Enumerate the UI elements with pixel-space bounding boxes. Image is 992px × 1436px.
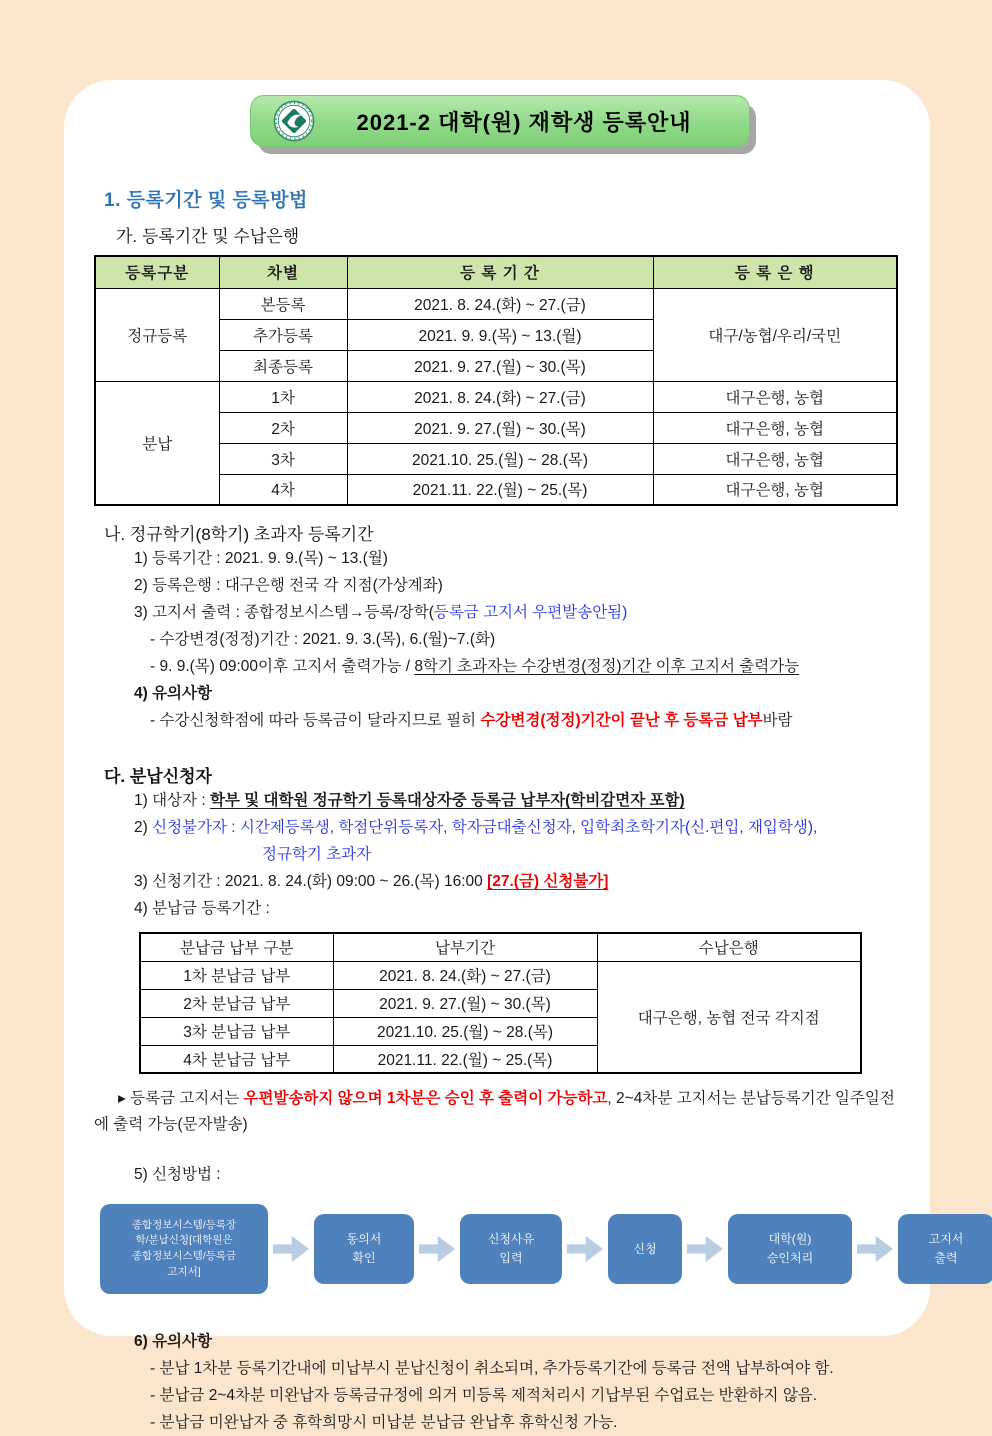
- list-subitem: - 분납 1차분 등록기간내에 미납부시 분납신청이 취소되며, 추가등록기간에 등록금 전액 납부하여야 함.: [150, 1360, 834, 1377]
- text-segment: 3) 고지서 출력 : 종합정보시스템→등록/장학(: [134, 604, 434, 621]
- flow-step-line: 종합정보시스템/등록금: [131, 1250, 237, 1262]
- section-1-heading: 1. 등록기간 및 등록방법: [104, 190, 308, 211]
- section-1b-heading: 나. 정규학기(8학기) 초과자 등록기간: [104, 525, 374, 544]
- period-cell: 2021. 9. 9.(목) ~ 13.(월): [347, 319, 653, 350]
- underline-bold-segment: 학부 및 대학원 정규학기 등록대상자중 등록금 납부자(학비감면자 포함): [209, 792, 685, 809]
- flow-step-apply: [608, 1214, 682, 1284]
- application-flowchart: [100, 1204, 964, 1294]
- flow-step-line: 확인: [352, 1251, 376, 1265]
- list-item-continuation: 정규학기 초과자: [262, 846, 372, 863]
- flow-step-approval: [728, 1214, 852, 1284]
- triangle-bullet-icon: ▸: [118, 1090, 131, 1107]
- arrow-right-icon: [273, 1236, 309, 1262]
- text-segment: 3) 신청기간 : 2021. 8. 24.(화) 09:00 ~ 26.(목) 16:00: [134, 873, 488, 890]
- text-segment: 2): [134, 819, 153, 836]
- flow-step-line: 동의서: [346, 1232, 382, 1247]
- list-item: 4) 유의사항: [134, 685, 212, 702]
- table-header-row: [140, 933, 861, 961]
- category-cell: 분납: [95, 381, 219, 505]
- red-text-segment: 수강변경(정정)기간이 끝난 후 등록금 납부: [480, 712, 763, 729]
- installment-payment-table: [139, 932, 862, 1074]
- round-cell: 1차 분납금 납부: [140, 961, 333, 989]
- red-text-segment: 우편발송하지 않으며 1차분은 승인 후 출력이 가능하고: [243, 1090, 608, 1107]
- text-segment: 1) 대상자 :: [134, 792, 210, 809]
- table-row: [140, 961, 861, 989]
- document-card: [64, 80, 964, 1431]
- text-segment: 바람: [762, 712, 793, 729]
- title-badge: [250, 95, 750, 147]
- col-header: 차별: [219, 256, 347, 288]
- flow-step-line: 입력: [499, 1251, 523, 1265]
- list-subitem: [134, 653, 902, 680]
- arrow-right-icon: [687, 1236, 723, 1262]
- flow-step-line: 신청: [633, 1241, 657, 1256]
- section-1c-heading: 다. 분납신청자: [104, 767, 212, 786]
- col-header: 등록구분: [95, 256, 219, 288]
- col-header: 등 록 기 간: [347, 256, 653, 288]
- round-cell: 2차 분납금 납부: [140, 989, 333, 1017]
- flow-step-system: [100, 1204, 268, 1294]
- period-cell: 2021.10. 25.(월) ~ 28.(목): [333, 1017, 597, 1045]
- page-title: 2021-2 대학(원) 재학생 등록안내: [356, 109, 692, 135]
- section-1a-heading: 가. 등록기간 및 수납은행: [116, 227, 300, 246]
- bank-cell: 대구/농협/우리/국민: [653, 288, 897, 381]
- bank-cell: 대구은행, 농협: [653, 412, 897, 443]
- registration-period-table: [94, 255, 898, 506]
- category-cell: 정규등록: [95, 288, 219, 381]
- bank-cell: 대구은행, 농협 전국 각지점: [597, 961, 861, 1073]
- list-subitem: - 분납금 2~4차분 미완납자 등록금규정에 의거 미등록 제적처리시 기납부된 수업료는 반환하지 않음.: [150, 1387, 818, 1404]
- flow-step-line: 고지서: [928, 1232, 964, 1247]
- round-cell: 최종등록: [219, 350, 347, 381]
- list-item: 1) 등록기간 : 2021. 9. 9.(목) ~ 13.(월): [134, 550, 388, 567]
- bank-cell: 대구은행, 농협: [653, 474, 897, 505]
- round-cell: 추가등록: [219, 319, 347, 350]
- flow-step-print: [898, 1214, 992, 1284]
- round-cell: 4차 분납금 납부: [140, 1045, 333, 1073]
- list-item: [134, 599, 902, 626]
- section-1b-list: [134, 545, 902, 734]
- underline-text-segment: 8학기 초과자는 수강변경(정정)기간 이후 고지서 출력가능: [414, 658, 800, 675]
- bank-cell: 대구은행, 농협: [653, 381, 897, 412]
- list-item: [134, 814, 902, 841]
- period-cell: 2021. 9. 27.(월) ~ 30.(목): [347, 350, 653, 381]
- flow-step-line: 신청사유: [487, 1232, 535, 1247]
- period-cell: 2021. 9. 27.(월) ~ 30.(목): [333, 989, 597, 1017]
- col-header: 분납금 납부 구분: [140, 933, 333, 961]
- flow-step-line: 승인처리: [766, 1251, 814, 1265]
- list-item: 4) 분납금 등록기간 :: [134, 900, 270, 917]
- round-cell: 3차: [219, 443, 347, 474]
- list-item: [134, 787, 902, 814]
- table-row: [95, 381, 897, 412]
- list-item: 6) 유의사항: [134, 1333, 212, 1350]
- section-1c-list: [134, 787, 902, 922]
- col-header: 수납은행: [597, 933, 861, 961]
- period-cell: 2021. 8. 24.(화) ~ 27.(금): [347, 288, 653, 319]
- text-segment: , 2~4차분 고지서는 분납등록기간 일주일전에 출력 가능(문자발송): [94, 1090, 895, 1133]
- arrow-right-icon: [419, 1236, 455, 1262]
- text-segment: 등록금 고지서는: [130, 1090, 244, 1107]
- arrow-right-icon: [857, 1236, 893, 1262]
- flow-step-line: 출력: [934, 1251, 958, 1265]
- round-cell: 4차: [219, 474, 347, 505]
- round-cell: 2차: [219, 412, 347, 443]
- col-header: 등 록 은 행: [653, 256, 897, 288]
- list-subitem: - 분납금 미완납자 중 휴학희망시 미납분 분납금 완납후 휴학신청 가능.: [150, 1414, 618, 1431]
- col-header: 납부기간: [333, 933, 597, 961]
- round-cell: 1차: [219, 381, 347, 412]
- blue-text-segment: 등록금 고지서 우편발송안됨): [433, 604, 628, 621]
- period-cell: 2021. 8. 24.(화) ~ 27.(금): [347, 381, 653, 412]
- list-subitem: - 수강변경(정정)기간 : 2021. 9. 3.(목), 6.(월)~7.(화): [150, 631, 496, 648]
- bill-note: [94, 1086, 906, 1138]
- round-cell: 본등록: [219, 288, 347, 319]
- list-item: [134, 868, 902, 895]
- flow-step-reason: [460, 1214, 562, 1284]
- flow-step-line: 고지서]: [167, 1265, 201, 1278]
- period-cell: 2021.11. 22.(월) ~ 25.(목): [347, 474, 653, 505]
- university-seal-icon: [273, 100, 315, 142]
- blue-text-segment: 신청불가자 : 시간제등록생, 학점단위등록자, 학자금대출신청자, 입학최초학기자(신.편입, 재입학생),: [152, 819, 818, 836]
- text-segment: - 9. 9.(목) 09:00이후 고지서 출력가능 /: [150, 658, 415, 675]
- application-method-label: 5) 신청방법 :: [134, 1166, 221, 1183]
- list-item: 2) 등록은행 : 대구은행 전국 각 지점(가상계좌): [134, 577, 443, 594]
- section-1c-notes: [134, 1328, 902, 1436]
- period-cell: 2021.11. 22.(월) ~ 25.(목): [333, 1045, 597, 1073]
- list-subitem: [134, 707, 902, 734]
- period-cell: 2021.10. 25.(월) ~ 28.(목): [347, 443, 653, 474]
- red-underline-segment: [27.(금) 신청불가]: [487, 873, 609, 890]
- bank-cell: 대구은행, 농협: [653, 443, 897, 474]
- text-segment: - 수강신청학점에 따라 등록금이 달라지므로 필히: [150, 712, 481, 729]
- arrow-right-icon: [567, 1236, 603, 1262]
- round-cell: 3차 분납금 납부: [140, 1017, 333, 1045]
- flow-step-line: 학/분납신청[대학원은: [135, 1234, 233, 1247]
- flow-step-consent: [314, 1214, 414, 1284]
- flow-step-line: 종합정보시스템/등록장: [131, 1218, 237, 1231]
- period-cell: 2021. 8. 24.(화) ~ 27.(금): [333, 961, 597, 989]
- period-cell: 2021. 9. 27.(월) ~ 30.(목): [347, 412, 653, 443]
- table-header-row: [95, 256, 897, 288]
- flow-step-line: 대학(원): [768, 1232, 812, 1247]
- table-row: [95, 288, 897, 319]
